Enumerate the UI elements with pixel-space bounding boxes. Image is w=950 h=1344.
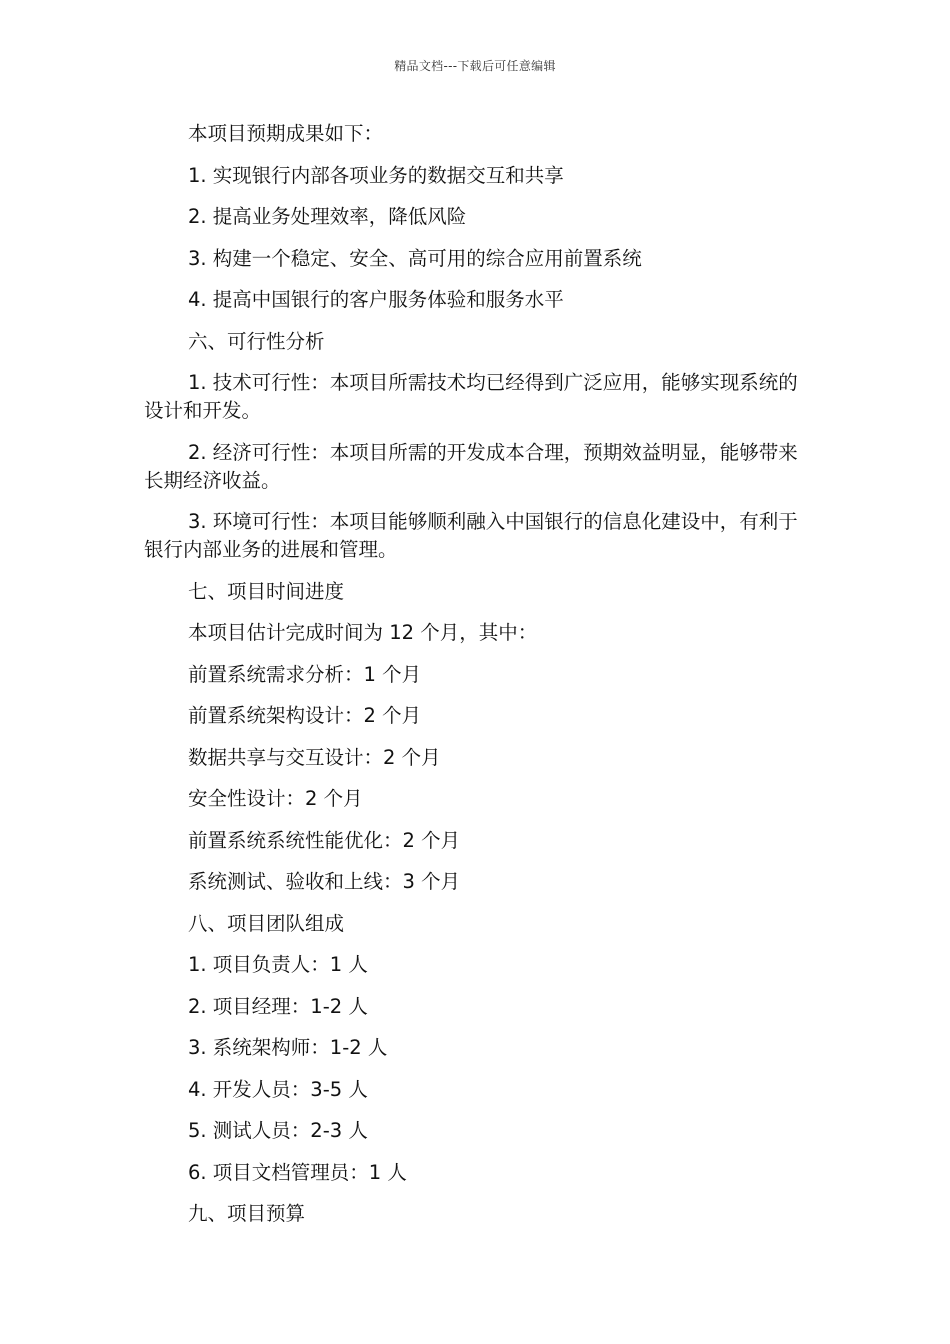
paragraph-result-3: 3. 构建一个稳定、安全、高可用的综合应用前置系统 — [188, 246, 642, 270]
paragraph-feasibility-technical: 1. 技术可行性：本项目所需技术均已经得到广泛应用，能够实现系统的设计和开发。 — [144, 371, 798, 422]
paragraph-schedule-item-5: 前置系统系统性能优化：2 个月 — [188, 828, 461, 852]
paragraph-team-member-1: 1. 项目负责人：1 人 — [188, 953, 368, 976]
paragraph-result-1: 1. 实现银行内部各项业务的数据交互和共享 — [188, 163, 564, 187]
paragraph-schedule-intro: 本项目估计完成时间为 12 个月，其中： — [188, 621, 538, 644]
paragraph-schedule-item-4: 安全性设计：2 个月 — [188, 787, 363, 810]
section-heading-schedule: 七、项目时间进度 — [188, 579, 345, 603]
paragraph-team-member-6: 6. 项目文档管理员：1 人 — [188, 1160, 407, 1184]
paragraph-expected-results-intro: 本项目预期成果如下： — [188, 122, 384, 145]
paragraph-team-member-4: 4. 开发人员：3-5 人 — [188, 1077, 368, 1101]
paragraph-schedule-item-3: 数据共享与交互设计：2 个月 — [188, 745, 441, 769]
section-heading-feasibility: 六、可行性分析 — [188, 329, 325, 353]
section-heading-team: 八、项目团队组成 — [188, 911, 345, 935]
section-heading-budget: 九、项目预算 — [188, 1202, 306, 1225]
paragraph-team-member-2: 2. 项目经理：1-2 人 — [188, 994, 368, 1018]
document-body — [144, 114, 804, 1236]
paragraph-result-2: 2. 提高业务处理效率，降低风险 — [188, 205, 467, 228]
paragraph-result-4: 4. 提高中国银行的客户服务体验和服务水平 — [188, 288, 564, 311]
paragraph-feasibility-economic: 2. 经济可行性：本项目所需的开发成本合理，预期效益明显，能够带来长期经济收益。 — [144, 440, 798, 492]
paragraph-feasibility-environment: 3. 环境可行性：本项目能够顺利融入中国银行的信息化建设中，有利于银行内部业务的进展和管理。 — [144, 510, 798, 561]
paragraph-team-member-3: 3. 系统架构师：1-2 人 — [188, 1036, 388, 1059]
page-header: 精品文档---下载后可任意编辑 — [394, 59, 556, 73]
paragraph-team-member-5: 5. 测试人员：2-3 人 — [188, 1119, 368, 1142]
paragraph-schedule-item-6: 系统测试、验收和上线：3 个月 — [188, 870, 461, 893]
paragraph-schedule-item-1: 前置系统需求分析：1 个月 — [188, 662, 422, 686]
paragraph-schedule-item-2: 前置系统架构设计：2 个月 — [188, 704, 422, 727]
